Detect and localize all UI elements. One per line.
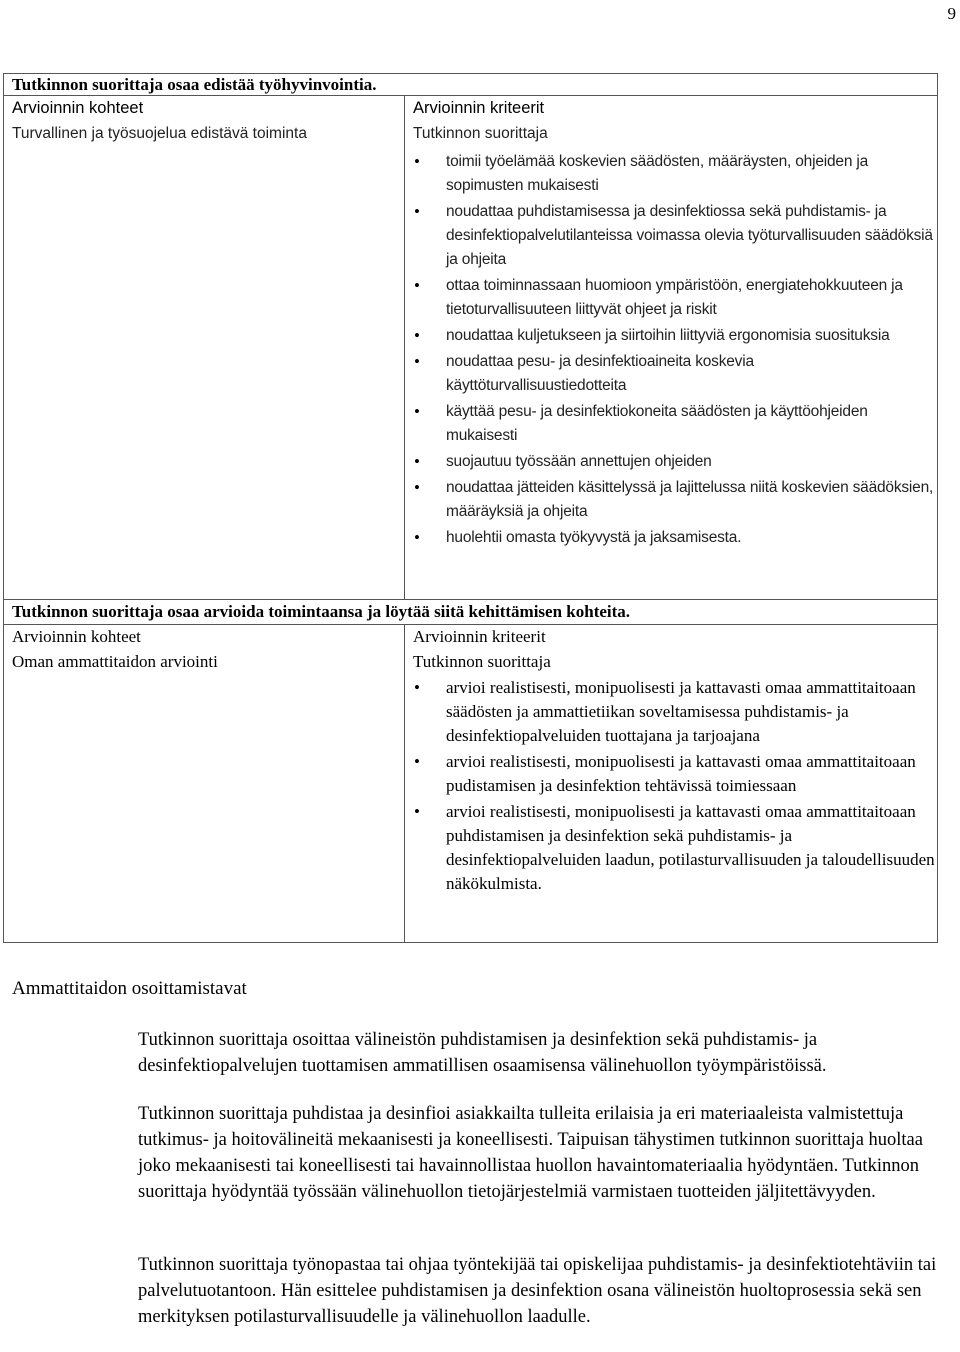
section1-heading: Tutkinnon suorittaja osaa edistää työhyvinvointia.	[12, 75, 377, 94]
demonstration-paragraph: Tutkinnon suorittaja osoittaa välineistön puhdistamisen ja desinfektion sekä puhdistamis- ja desinfektiopalvelujen tuottamisen ammatillisen osaamisensa välinehuollon työympäristöissä.	[138, 1030, 827, 1076]
list-item: • huolehtii omasta työkyvystä ja jaksamisesta.	[446, 526, 936, 550]
list-item: • arvioi realistisesti, monipuolisesti ja kattavasti omaa ammattitaitoaan puhdistamisen ja desinfektion sekä puhdistamis- ja desinfektiopalveluiden laadun, potilasturvallisuuden ja taloudellisuuden näkökulmista.	[446, 800, 936, 896]
section2-criteria-list	[446, 676, 936, 896]
page-number: 9	[947, 4, 956, 23]
list-item: • toimii työelämää koskevien säädösten, määräysten, ohjeiden ja sopimusten mukaisesti	[446, 150, 936, 198]
list-item: • arvioi realistisesti, monipuolisesti ja kattavasti omaa ammattitaitoaan säädösten ja ammattietiikan soveltamisessa puhdistamis- ja desinfektiopalveluiden tuottajana ja tarjoajana	[446, 676, 936, 748]
list-item: • noudattaa pesu- ja desinfektioaineita koskevia käyttöturvallisuustiedotteita	[446, 350, 936, 398]
section1-criteria-list	[446, 150, 936, 550]
list-item: • noudattaa jätteiden käsittelyssä ja lajittelussa niitä koskevien säädöksien, määräyksiä ja ohjeita	[446, 476, 936, 524]
list-item: • käyttää pesu- ja desinfektiokoneita säädösten ja käyttöohjeiden mukaisesti	[446, 400, 936, 448]
demonstration-paragraph: Tutkinnon suorittaja työnopastaa tai ohjaa työntekijää tai opiskelijaa puhdistamis- ja desinfektiotehtäviin tai palvelutuotantoon. Hän esittelee puhdistamisen ja desinfektion osana välineistön huoltoprosessia sekä sen merkityksen potilasturvallisuudelle ja välinehuollon laadulle.	[138, 1255, 937, 1327]
list-item: • arvioi realistisesti, monipuolisesti ja kattavasti omaa ammattitaitoaan pudistamisen ja desinfektion tehtävissä toimiessaan	[446, 750, 936, 798]
section2-target: Oman ammattitaidon arviointi	[12, 652, 218, 671]
list-item: • ottaa toiminnassaan huomioon ympäristöön, energiatehokkuuteen ja tietoturvallisuuteen liittyvät ohjeet ja riskit	[446, 274, 936, 322]
section1-col1-header: Arvioinnin kohteet	[12, 99, 144, 117]
criteria-table	[3, 73, 938, 943]
list-item: • noudattaa puhdistamisessa ja desinfektiossa sekä puhdistamis- ja desinfektiopalvelutilanteissa voimassa olevia työturvallisuuden säädöksiä ja ohjeita	[446, 200, 936, 272]
section1-subject: Tutkinnon suorittaja	[413, 125, 548, 142]
section2-heading: Tutkinnon suorittaja osaa arvioida toimintaansa ja löytää siitä kehittämisen kohteita.	[12, 602, 631, 621]
section2-col2-header: Arvioinnin kriteerit	[413, 627, 546, 646]
demonstration-paragraph: Tutkinnon suorittaja puhdistaa ja desinfioi asiakkailta tulleita erilaisia ja eri materiaaleista valmistettuja tutkimus- ja hoitovälineitä mekaanisesti ja koneellisesti. Taipuisan tähystimen tutkinnon suorittaja huoltaa joko mekaanisesti tai koneellisesti tai havainnollistaa huollon havaintomateriaalia hyödyntäen. Tutkinnon suorittaja hyödyntää työssään välinehuollon tietojärjestelmiä varmistaen tuotteiden jäljitettävyyden.	[138, 1104, 923, 1202]
section2-col1-header: Arvioinnin kohteet	[12, 627, 141, 646]
section1-col2-header: Arvioinnin kriteerit	[413, 99, 545, 117]
list-item: • noudattaa kuljetukseen ja siirtoihin liittyviä ergonomisia suosituksia	[446, 324, 936, 348]
section1-target: Turvallinen ja työsuojelua edistävä toiminta	[12, 125, 307, 142]
list-item: • suojautuu työssään annettujen ohjeiden	[446, 450, 936, 474]
demonstration-heading: Ammattitaidon osoittamistavat	[12, 978, 247, 999]
section2-subject: Tutkinnon suorittaja	[413, 652, 551, 671]
